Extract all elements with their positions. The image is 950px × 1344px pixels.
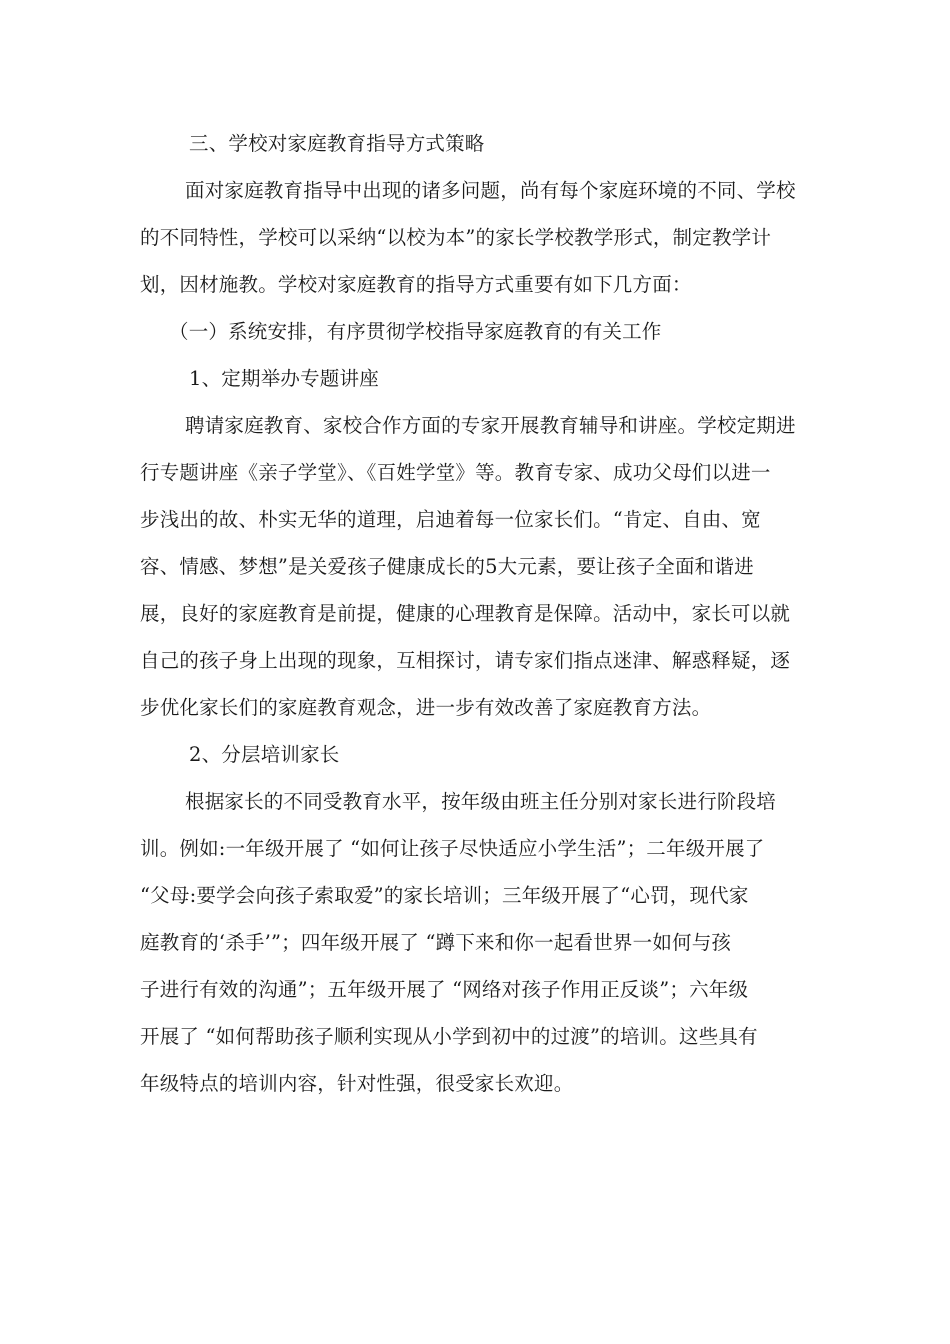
item2-line: 子进行有效的沟通”；五年级开展了 “网络对孩子作用正反谈”；六年级 [140, 978, 749, 1001]
item2-line: 根据家长的不同受教育水平，按年级由班主任分别对家长进行阶段培 [185, 790, 777, 813]
item2-line: “父母:要学会向孩子索取爱”的家长培训；三年级开展了“心罚，现代家 [140, 884, 749, 907]
item2-line: 训。例如:一年级开展了 “如何让孩子尽快适应小学生活”；二年级开展了 [140, 837, 765, 860]
item2-line: 年级特点的培训内容，针对性强，很受家长欢迎。 [140, 1072, 574, 1095]
item1-line: 行专题讲座《亲子学堂》、《百姓学堂》等。教育专家、成功父母们以进一 [140, 461, 771, 484]
subsection-title: （一）系统安排，有序贯彻学校指导家庭教育的有关工作 [169, 320, 662, 343]
document-page [140, 120, 820, 1107]
item1-line: 步优化家长们的家庭教育观念，进一步有效改善了家庭教育方法。 [140, 696, 712, 719]
item2-title: 2、分层培训家长 [189, 743, 340, 766]
item1-line: 聘请家庭教育、家校合作方面的专家开展教育辅导和讲座。学校定期进 [185, 414, 796, 437]
intro-line: 划，因材施教。学校对家庭教育的指导方式重要有如下几方面： [140, 273, 692, 296]
item1-line: 步浅出的故、朴实无华的道理，启迪着每一位家长们。“肯定、自由、宽 [140, 508, 761, 531]
intro-line: 面对家庭教育指导中出现的诸多问题，尚有每个家庭环境的不同、学校 [185, 179, 796, 202]
item2-line: 庭教育的‘杀手’”；四年级开展了 “蹲下来和你一起看世界一如何与孩 [140, 931, 732, 954]
item1-line: 容、情感、梦想”是关爱孩子健康成长的5大元素，要让孩子全面和谐进 [140, 555, 754, 578]
intro-line: 的不同特性，学校可以采纳“以校为本”的家长学校教学形式，制定教学计 [140, 226, 772, 249]
section-title: 三、学校对家庭教育指导方式策略 [189, 132, 485, 155]
item2-line: 开展了 “如何帮助孩子顺利实现从小学到初中的过渡”的培训。这些具有 [140, 1025, 758, 1048]
item2-paragraph [140, 778, 820, 1107]
intro-paragraph [140, 167, 820, 308]
item1-line: 展，良好的家庭教育是前提，健康的心理教育是保障。活动中，家长可以就 [140, 602, 791, 625]
item1-paragraph [140, 402, 820, 731]
item1-line: 自己的孩子身上出现的现象，互相探讨，请专家们指点迷津、解惑释疑，逐 [140, 649, 791, 672]
item1-title: 1、定期举办专题讲座 [189, 367, 379, 390]
